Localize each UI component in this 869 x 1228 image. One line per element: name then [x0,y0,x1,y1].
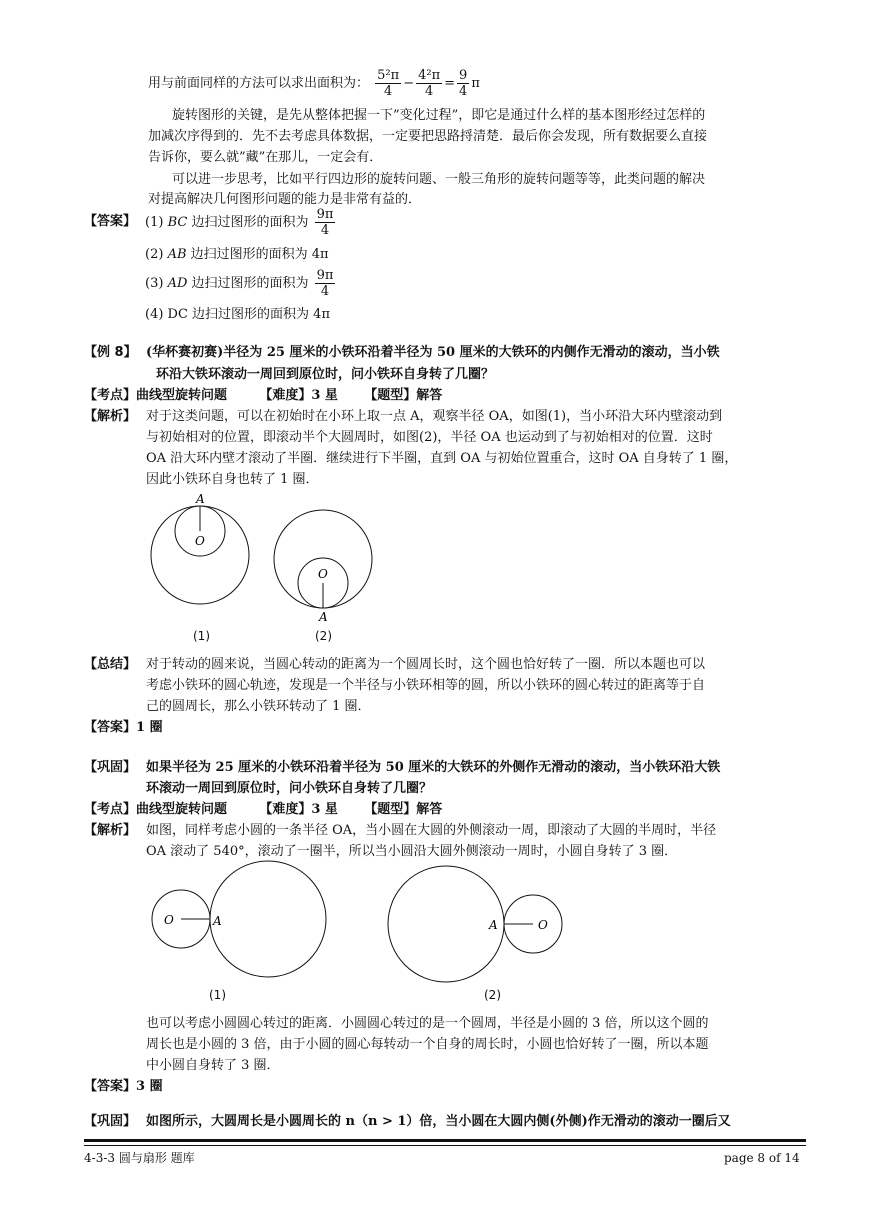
analysis-line: 如图，同样考虑小圆的一条半径 OA，当小圆在大圆的外侧滚动一周，即滚动了大圆的半周时，半径 [146,823,717,838]
equals-sign: = [444,76,456,91]
question-line: (华杯赛初赛)半径为 25 厘米的小铁环沿着半径为 50 厘米的大铁环的内侧作无滑动的滚动，当小铁 [146,345,720,360]
summary-line: 对于转动的圆来说，当圆心转动的距离为一个圆周长时，这个圆也恰好转了一圈．所以本题也可以 [146,657,706,672]
paragraph-line: 告诉你，要么就”藏”在那儿，一定会有． [148,150,383,165]
answer-line: 【答案】3 圈 [84,1079,163,1094]
meta-line: 【考点】曲线型旋转问题 【难度】3 星 【题型】解答 [84,388,443,403]
label-o: O [195,534,205,548]
meta-line: 【考点】曲线型旋转问题 【难度】3 星 【题型】解答 [84,802,443,817]
question-line: 如图所示，大圆周长是小圆周长的 n（n > 1）倍，当小圆在大圆内侧(外侧)作无滑动的滚动一圈后又 [146,1114,731,1129]
summary-tag: 【总结】 [84,657,137,672]
figure-caption: (2) [315,629,332,643]
analysis-line: 与初始相对的位置，即滚动半个大圆周时，如图(2)，半径 OA 也运动到了与初始相对的位置．这时 [146,430,713,445]
analysis-line: 因此小铁环自身也转了 1 圈． [146,472,319,487]
label-o: O [164,913,174,927]
fraction-2: $\frac{\text{4²π}}{4}$ [418,68,441,99]
question-line: 如果半径为 25 厘米的小铁环沿着半径为 50 厘米的大铁环的外侧作无滑动的滚动，当小铁环沿大铁 [146,760,721,775]
label-o: O [538,918,548,932]
answer-line: 【答案】1 圈 [84,720,163,735]
formula-prefix: 用与前面同样的方法可以求出面积为： [148,76,370,91]
outer-rolling-figures [140,855,600,985]
consolidate-tag: 【巩固】 [84,1114,137,1129]
footer-left: 4-3-3 圆与扇形 题库 [84,1151,195,1165]
figure-caption: (1) [209,988,226,1002]
extra-line: 中小圆自身转了 3 圈． [146,1058,280,1073]
paragraph-line: 对提高解决几何图形问题的能力是非常有益的． [148,192,422,207]
formula-line [148,66,480,102]
big-circle [210,861,326,977]
answer-item-4: (4) DC 边扫过图形的面积为 4π [145,307,330,322]
consolidate-tag: 【巩固】 [84,760,137,775]
analysis-tag: 【解析】 [84,409,137,424]
summary-line: 己的圆周长，那么小铁环转动了 1 圈． [146,699,371,714]
figure-caption: (1) [193,629,210,643]
analysis-tag: 【解析】 [84,823,137,838]
summary-line: 考虑小铁环的圆心轨迹，发现是一个半径与小铁环相等的圆，所以小铁环的圆心转过的距离等于自 [146,678,706,693]
analysis-line: OA 沿大环内壁才滚动了半圈．继续进行下半圈，直到 OA 与初始位置重合，这时 OA 自身转了 1 圈， [146,451,738,466]
answer-item-1: (1) BC 边扫过图形的面积为 $\frac{9\pi}{4}$ [145,207,334,238]
footer-rule [84,1145,806,1146]
footer-rule [84,1139,806,1142]
answer-tag: 【答案】 [84,214,137,229]
label-a: A [196,492,205,506]
analysis-line: OA 滚动了 540°，滚动了一圈半，所以当小圆沿大圆外侧滚动一周时，小圆自身转了 3 圈． [146,844,678,859]
fraction-3: $\frac{9}{4}$ [459,68,468,99]
question-line: 环沿大铁环滚动一周回到原位时，问小铁环自身转了几圈？ [156,367,495,382]
answer-item-3: (3) AD 边扫过图形的面积为 $\frac{9\pi}{4}$ [145,268,334,299]
example-tag: 【例 8】 [84,345,137,360]
paragraph-line: 加减次序得到的．先不去考虑具体数据，一定要把思路捋清楚．最后你会发现，所有数据要么直接 [148,129,708,144]
label-a: A [319,610,328,624]
pi-symbol: π [471,76,480,91]
label-a: A [213,914,222,928]
paragraph-line: 旋转图形的关键，是先从整体把握一下”变化过程”，即它是通过什么样的基本图形经过怎样的 [172,108,706,123]
paragraph-line: 可以进一步思考，比如平行四边形的旋转问题、一般三角形的旋转问题等等，此类问题的解决 [172,172,706,187]
label-a: A [489,918,498,932]
minus-sign: − [403,76,415,91]
big-circle [388,866,504,982]
inner-rolling-figures [140,488,380,648]
analysis-line: 对于这类问题，可以在初始时在小环上取一点 A，观察半径 OA，如图(1)，当小环沿大环内壁滚动到 [146,409,723,424]
extra-line: 也可以考虑小圆圆心转过的距离．小圆圆心转过的是一个圆周，半径是小圆的 3 倍，所以这个圆的 [146,1016,709,1031]
answer-item-2: (2) AB 边扫过图形的面积为 4π [145,247,329,262]
fraction-1: $\frac{\text{5²π}}{4}$ [377,68,400,99]
figure-caption: (2) [484,988,501,1002]
footer-page-number: page 8 of 14 [724,1151,800,1165]
extra-line: 周长也是小圆的 3 倍，由于小圆的圆心每转动一个自身的周长时，小圆也恰好转了一圈，所以本题 [146,1037,709,1052]
label-o: O [318,567,328,581]
question-line: 环滚动一周回到原位时，问小铁环自身转了几圈？ [146,781,433,796]
